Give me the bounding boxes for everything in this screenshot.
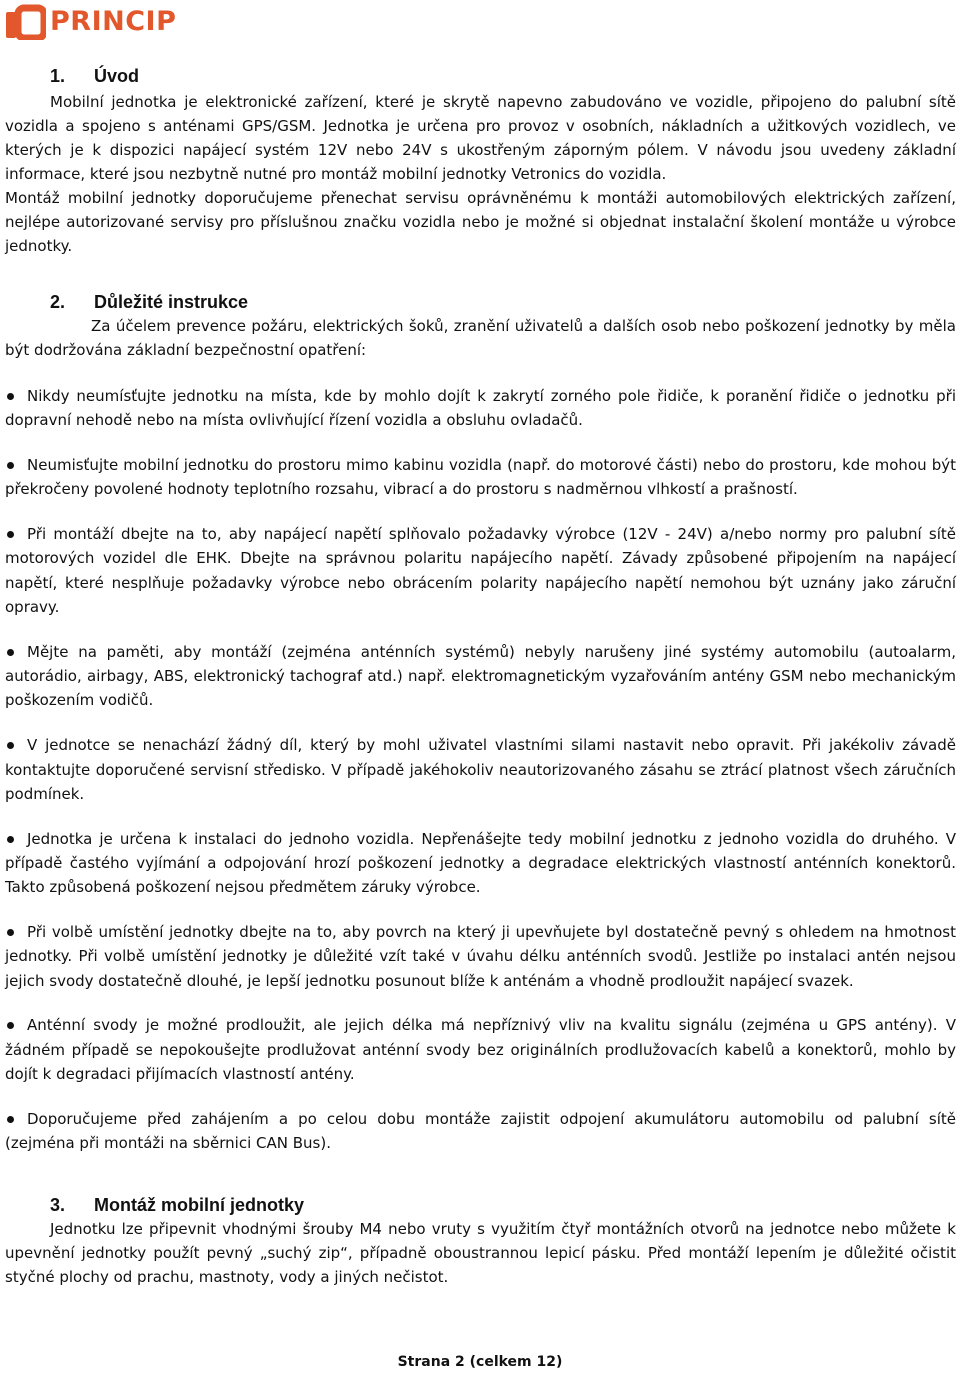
safety-instructions-list xyxy=(5,384,956,1155)
bullet-icon xyxy=(7,929,14,936)
list-item: V jednotce se nenachází žádný díl, který by mohl uživatel vlastními silami nastavit nebo opravit. Při jakékoliv závadě kontaktujte doporučené servisní středisko. V případě jakéhokoliv neautorizovaného zásahu se ztrácí platnost všech záručních podmínek. xyxy=(5,736,956,803)
bullet-icon xyxy=(7,649,14,656)
section-3-heading xyxy=(5,1193,956,1217)
bullet-icon xyxy=(7,1116,14,1123)
section-1-title: Úvod xyxy=(94,66,139,86)
list-item: Neumisťujte mobilní jednotku do prostoru mimo kabinu vozidla (např. do motorové části) nebo do prostoru, kde mohou být překročeny povolené hodnoty teplotního rozsahu, vibrací a do prostoru s nadměrnou vlhkostí a prašností. xyxy=(5,456,956,499)
section-2-title: Důležité instrukce xyxy=(94,292,249,312)
section-1-paragraph-2: Montáž mobilní jednotky doporučujeme přenechat servisu oprávněnému k montáži automobilových elektrických zařízení, nejlépe autorizované servisy pro příslušnou značku vozidla nebo je možné si objednat instalační školení montáže u výrobce jednotky. xyxy=(5,189,956,255)
section-2-heading xyxy=(5,290,956,314)
list-item: Nikdy neumísťujte jednotku na místa, kde by mohlo dojít k zakrytí zorného pole řidiče, k poranění řidiče o jednotku při dopravní nehodě nebo na místa ovlivňující řízení vozidla a obsluhu ovladačů. xyxy=(5,387,956,430)
document-body xyxy=(5,64,956,1289)
logo xyxy=(6,4,176,40)
section-3-number: 3. xyxy=(50,1195,66,1216)
bullet-icon xyxy=(7,836,14,843)
princip-logo-icon xyxy=(6,4,46,40)
section-3-paragraph: Jednotku lze připevnit vhodnými šrouby M4 nebo vruty s využitím čtyř montážních otvorů na jednotce nebo můžete k upevnění jednotky použít pevný „suchý zip“, případně oboustrannou lepicí pásku. Před montáží lepením je důležité očistit styčné plochy od prachu, mastnoty, vody a jiných nečistot. xyxy=(5,1220,956,1287)
bullet-icon xyxy=(7,1022,14,1029)
list-item: Jednotka je určena k instalaci do jednoho vozidla. Nepřenášejte tedy mobilní jednotku z jednoho vozidla do druhého. V případě častého vyjímání a odpojování hrozí poškození jednotky a degradace elektrických vlastností anténních konektorů. Takto způsobená poškození nejsou předmětem záruky výrobce. xyxy=(5,829,956,897)
list-item: Doporučujeme před zahájením a po celou dobu montáže zajistit odpojení akumulátoru automobilu od palubní sítě (zejména při montáži na sběrnici CAN Bus). xyxy=(5,1109,956,1153)
bullet-icon xyxy=(7,462,14,469)
bullet-icon xyxy=(7,742,14,749)
bullet-icon xyxy=(7,393,14,400)
list-item: Při montáží dbejte na to, aby napájecí napětí splňovalo požadavky výrobce (12V - 24V) a/nebo normy pro palubní sítě motorových vozidel dle EHK. Dbejte na správnou polaritu napájecího napětí. Závady způsobené připojením na napájecí napětí, které nesplňuje požadavky výrobce nebo obrácením polarity napájecího napětí nemohou být uznány jako záruční opravy. xyxy=(5,525,956,617)
section-2-number: 2. xyxy=(50,292,66,312)
section-3-title: Montáž mobilní jednotky xyxy=(94,1195,304,1216)
logo-text: PRINCIP xyxy=(50,6,177,37)
bullet-icon xyxy=(7,531,14,538)
page-footer: Strana 2 (celkem 12) xyxy=(397,1354,563,1370)
list-item: Při volbě umístění jednotky dbejte na to, aby povrch na který ji upevňujete byl dostatečně pevný s ohledem na hmotnost jednotky. Při volbě umístění jednotky je důležité vzít také v úvahu délku anténních svodů. Jestliže po instalaci antén nejsou jejich svody dostatečně dlouhé, je lepší jednotku posunout blíže k anténám a vhodně prodloužit napájecí svazek. xyxy=(5,923,956,990)
list-item: Mějte na paměti, aby montáží (zejména anténních systémů) nebyly narušeny jiné systémy automobilu (autoalarm, autorádio, airbagy, ABS, elektronický tachograf atd.) např. elektromagnetickým vyzařováním antény GSM nebo mechanickým poškozením vodičů. xyxy=(5,642,956,710)
section-1-paragraph-1: Mobilní jednotka je elektronické zařízení, které je skrytě napevno zabudováno ve vozidle, připojeno do palubní sítě vozidla a spojeno s anténami GPS/GSM. Jednotka je určena pro provoz v osobních, nákladních a užitkových vozidlech, ve kterých je k dispozici napájecí systém 12V nebo 24V s ukostřeným záporným pólem. V návodu jsou uvedeny základní informace, které jsou nezbytně nutné pro montáž mobilní jednotky Vetronics do vozidla. xyxy=(5,93,956,183)
list-item: Anténní svody je možné prodloužit, ale jejich délka má nepříznivý vliv na kvalitu signálu (zejména u GPS antény). V žádném případě se nepokoušejte prodlužovat anténní svody bez originálních prodlužovacích kabelů a konektorů, mohlo by dojít k degradaci přijímacích vlastností antény. xyxy=(5,1016,956,1084)
section-2-intro: Za účelem prevence požáru, elektrických šoků, zranění uživatelů a dalších osob nebo poškození jednotky by měla být dodržována základní bezpečnostní opatření: xyxy=(5,317,956,359)
section-1-heading xyxy=(5,64,956,88)
section-1-number: 1. xyxy=(50,66,66,86)
